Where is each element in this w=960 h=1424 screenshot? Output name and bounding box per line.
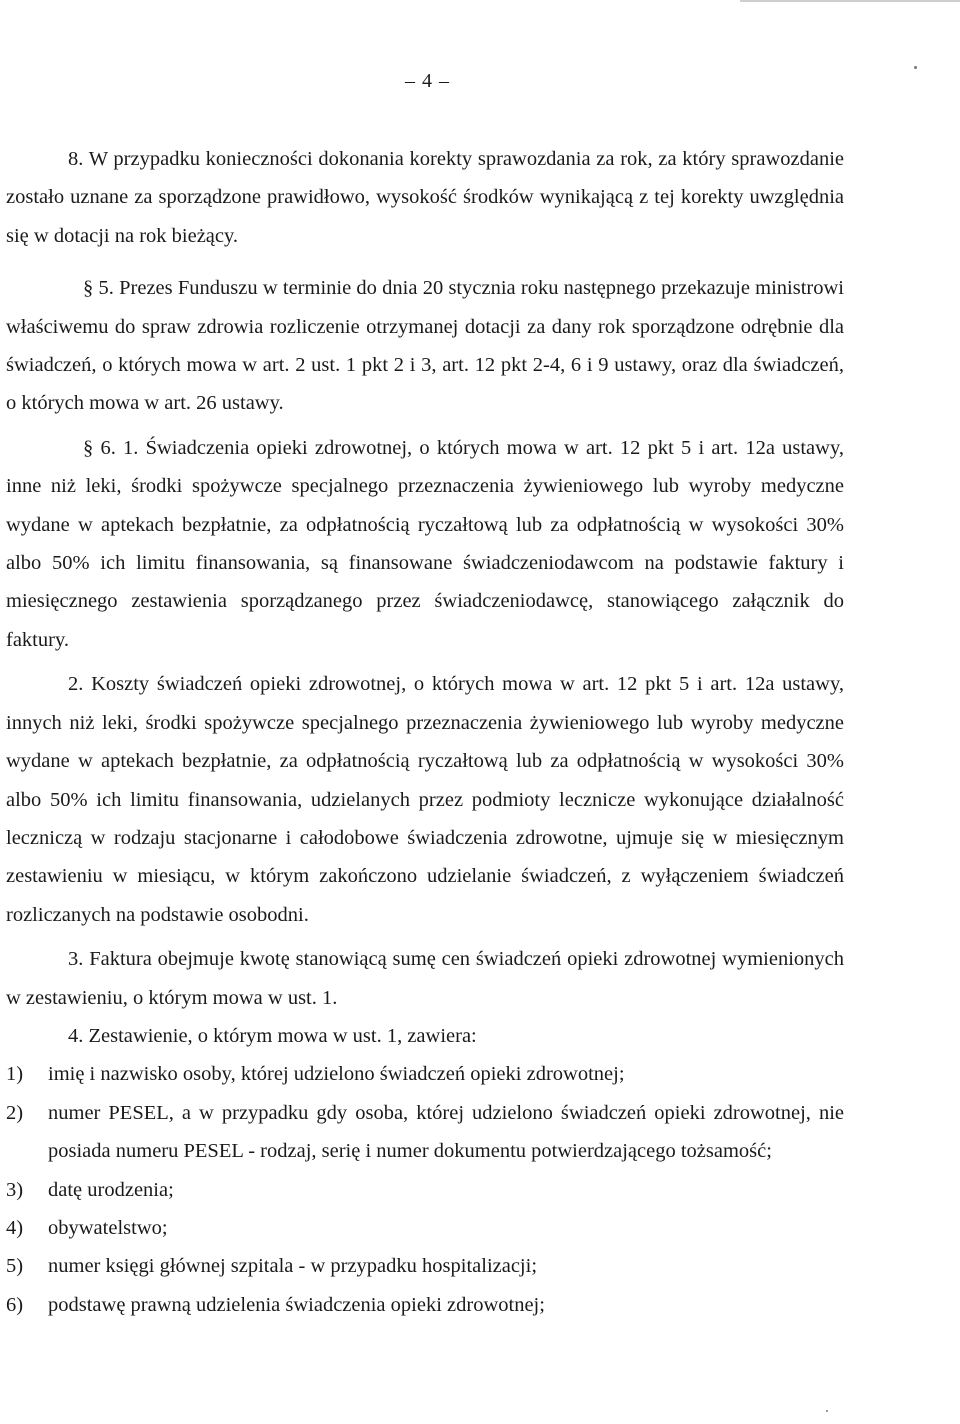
list-item-text: numer PESEL, a w przypadku gdy osoba, której udzielono świadczeń opieki zdrowotnej, nie posiada numeru PESEL - rodzaj, serię i numer dokumentu potwierdzającego tożsamość; (48, 1101, 844, 1163)
list-item-number: 3) (6, 1178, 24, 1201)
list-item (6, 1286, 844, 1324)
list-item-number: 5) (6, 1255, 24, 1278)
list-item-number: 1) (6, 1063, 24, 1086)
list-item-text: obywatelstwo; (48, 1216, 168, 1239)
list-item-text: numer księgi głównej szpitala - w przypadku hospitalizacji; (48, 1255, 538, 1278)
list-item (6, 1247, 844, 1285)
section-5: § 5. Prezes Funduszu w terminie do dnia 20 stycznia roku następnego przekazuje ministrowi właściwemu do spraw zdrowia rozliczenie otrzymanej dotacji za dany rok sporządzone odrębnie dla świadczeń, o których mowa w art. 2 ust. 1 pkt 2 i 3, art. 12 pkt 2-4, 6 i 9 ustawy, oraz dla świadczeń, o których mowa w art. 26 ustawy. (6, 277, 844, 415)
document-body (6, 140, 844, 1324)
section-6-paragraph-3: 3. Faktura obejmuje kwotę stanowiącą sumę cen świadczeń opieki zdrowotnej wymienionych w zestawieniu, o którym mowa w ust. 1. (6, 948, 844, 1009)
page-number: – 4 – (405, 70, 450, 92)
list-item-number: 6) (6, 1293, 24, 1316)
section-6-paragraph-1: § 6. 1. Świadczenia opieki zdrowotnej, o których mowa w art. 12 pkt 5 i art. 12a ustawy, inne niż leki, środki spożywcze specjalnego przeznaczenia żywieniowego lub wyroby medyczne wydane w aptekach bezpłatnie, za odpłatnością ryczałtową lub za odpłatnością w wysokości 30% albo 50% ich limitu finansowania, są finansowane świadczeniodawcom na podstawie faktury i miesięcznego zestawienia sporządzanego przez świadczeniodawcę, stanowiącego załącznik do faktury. (6, 436, 844, 651)
list-item (6, 1171, 844, 1209)
list-item-text: imię i nazwisko osoby, której udzielono świadczeń opieki zdrowotnej; (48, 1063, 625, 1086)
section-6-paragraph-2: 2. Koszty świadczeń opieki zdrowotnej, o których mowa w art. 12 pkt 5 i art. 12a ustawy, innych niż leki, środki spożywcze specjalnego przeznaczenia żywieniowego lub wyroby medyczne wydane w aptekach bezpłatnie, za odpłatnością ryczałtową lub za odpłatnością w wysokości 30% albo 50% ich limitu finansowania, udzielanych przez podmioty lecznicze wykonujące działalność leczniczą w rodzaju stacjonarne i całodobowe świadczenia zdrowotne, ujmuje się w miesięcznym zestawieniu w miesiącu, w którym zakończono udzielanie świadczeń, z wyłączeniem świadczeń rozliczanych na podstawie osobodni. (6, 673, 844, 926)
list-item (6, 1209, 844, 1247)
paragraph-8: 8. W przypadku konieczności dokonania korekty sprawozdania za rok, za który sprawozdanie zostało uznane za sporządzone prawidłowo, wysokość środków wynikającą z tej korekty uwzględnia się w dotacji na rok bieżący. (6, 148, 844, 247)
list-item-number: 2) (6, 1101, 24, 1124)
list-item-text: datę urodzenia; (48, 1178, 174, 1201)
scan-speck (914, 66, 917, 69)
scan-edge-line (740, 0, 960, 2)
list-item (6, 1055, 844, 1093)
list-item (6, 1094, 844, 1171)
scan-speck (826, 1410, 828, 1412)
list-item-text: podstawę prawną udzielenia świadczenia opieki zdrowotnej; (48, 1293, 545, 1316)
section-6-paragraph-4: 4. Zestawienie, o którym mowa w ust. 1, zawiera: (68, 1024, 477, 1047)
list-item-number: 4) (6, 1216, 24, 1239)
